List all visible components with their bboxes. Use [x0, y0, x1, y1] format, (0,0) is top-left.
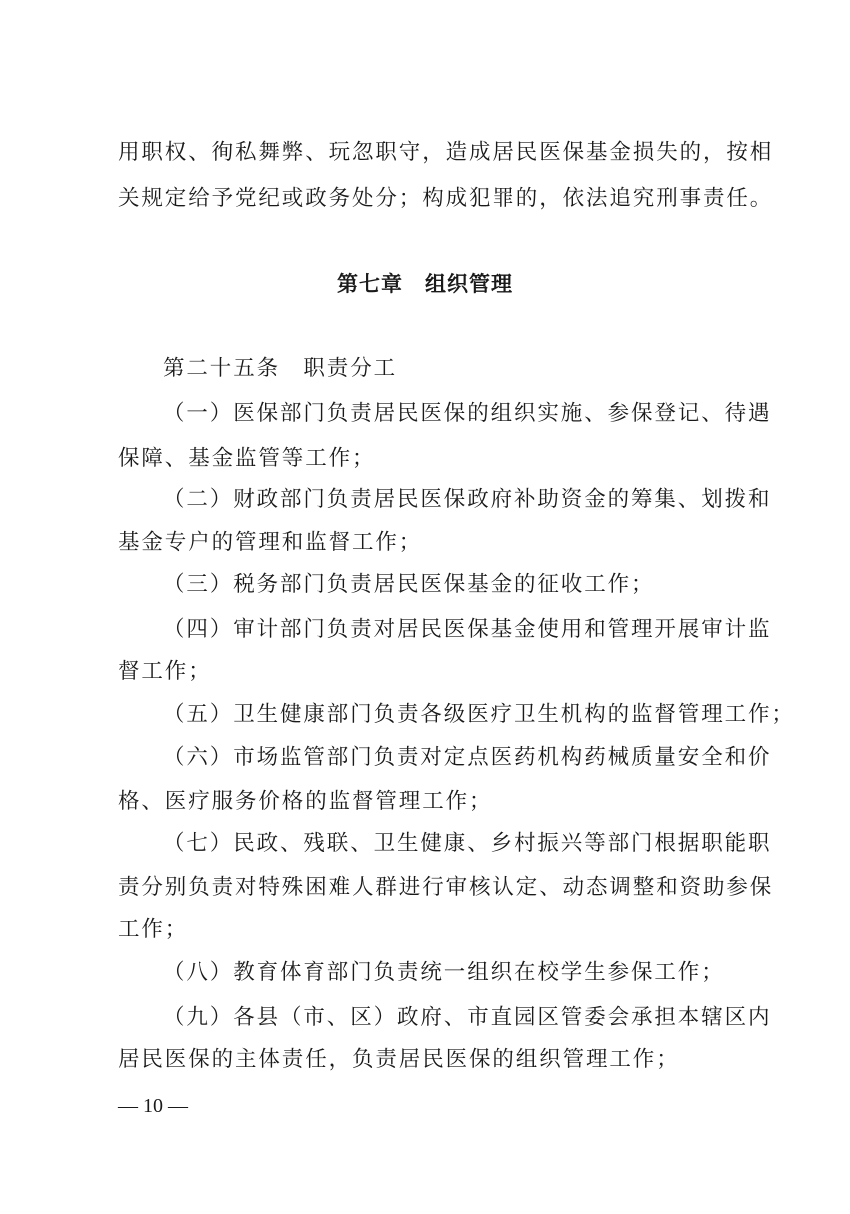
list-item-line: （九）各县（市、区）政府、市直园区管委会承担本辖区内	[163, 1005, 772, 1030]
page-number: — 10 —	[118, 1095, 188, 1117]
list-item-line: 责分别负责对特殊困难人群进行审核认定、动态调整和资助参保	[118, 875, 774, 900]
list-item-line: （二）财政部门负责居民医保政府补助资金的筹集、划拨和	[163, 487, 772, 512]
list-item-line: （一）医保部门负责居民医保的组织实施、参保登记、待遇	[163, 401, 772, 426]
list-item-line: （四）审计部门负责对居民医保基金使用和管理开展审计监	[163, 617, 772, 642]
list-item-line: （五）卫生健康部门负责各级医疗卫生机构的监督管理工作；	[163, 702, 795, 727]
list-item-line: （三）税务部门负责居民医保基金的征收工作；	[163, 572, 655, 597]
list-item-line: 基金专户的管理和监督工作；	[118, 530, 423, 555]
article-title: 第二十五条 职责分工	[163, 356, 398, 381]
list-item-line: （七）民政、残联、卫生健康、乡村振兴等部门根据职能职	[163, 831, 772, 856]
list-item-line: 居民医保的主体责任，负责居民医保的组织管理工作；	[118, 1047, 680, 1072]
paragraph-line: 用职权、徇私舞弊、玩忽职守，造成居民医保基金损失的，按相	[118, 140, 774, 165]
chapter-title: 第七章 组织管理	[337, 272, 513, 296]
list-item-line: 格、医疗服务价格的监督管理工作；	[118, 789, 493, 814]
list-item-line: （六）市场监管部门负责对定点医药机构药械质量安全和价	[163, 745, 772, 770]
list-item-line: （八）教育体育部门负责统一组织在校学生参保工作；	[163, 960, 725, 985]
list-item-line: 督工作；	[118, 659, 212, 684]
list-item-line: 保障、基金监管等工作；	[118, 446, 376, 471]
paragraph-line: 关规定给予党纪或政务处分；构成犯罪的，依法追究刑事责任。	[118, 186, 774, 211]
list-item-line: 工作；	[118, 917, 189, 942]
